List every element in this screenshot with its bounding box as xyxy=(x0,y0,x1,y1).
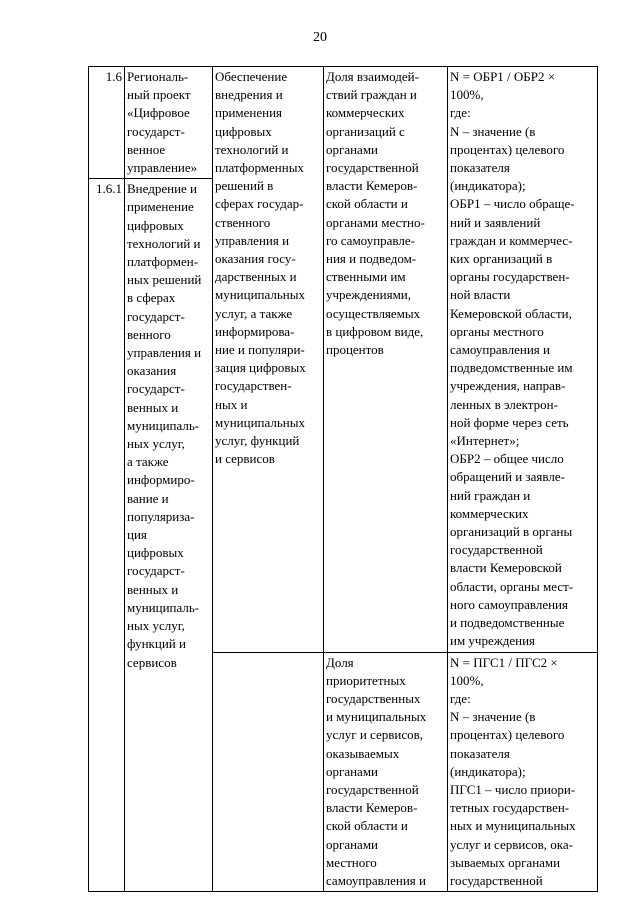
text-line: применение xyxy=(127,199,194,215)
text-line: приоритетных xyxy=(326,672,406,688)
text-line: N = ОБР1 / ОБР2 × xyxy=(450,69,556,84)
text-line: Региональ- xyxy=(127,69,189,84)
text-line: цифровых xyxy=(215,123,272,139)
text-line: самоуправления и xyxy=(450,342,550,358)
project-name-cell xyxy=(125,67,213,179)
text-line: 100%, xyxy=(450,87,484,103)
text-line: в цифровом виде, xyxy=(326,323,424,339)
text-line: ствий граждан и xyxy=(326,87,417,103)
row-number-1-6: 1.6 xyxy=(89,67,125,179)
text-line: технологий и xyxy=(215,141,289,157)
text-line: (индикатора); xyxy=(450,763,526,779)
text-line: самоуправления и xyxy=(326,872,426,888)
text-line: услуг, функций xyxy=(215,433,300,449)
text-line: функций и xyxy=(127,636,186,652)
text-line: ной форме через сеть xyxy=(450,414,569,430)
text-line: ция xyxy=(127,527,147,543)
text-line: ской области и xyxy=(326,818,408,834)
text-line: государст- xyxy=(127,123,185,139)
indicator-2-formula-cell xyxy=(448,652,598,892)
page-number: 20 xyxy=(313,30,327,45)
text-line: ПГС1 – число приори- xyxy=(450,781,576,797)
text-line: организаций в органы xyxy=(450,524,573,540)
text-line: N – значение (в xyxy=(450,123,536,139)
text-line: государст- xyxy=(127,308,185,324)
text-line: Внедрение и xyxy=(127,181,198,197)
text-line: коммерческих xyxy=(450,505,529,521)
text-line: учреждения, направ- xyxy=(450,378,566,394)
text-line: Доля взаимодей- xyxy=(326,69,419,84)
text-line: им учреждения xyxy=(450,633,536,649)
text-line: органами xyxy=(326,763,379,779)
indicator-2-name-cell xyxy=(324,652,448,892)
text-line: органы государствен- xyxy=(450,269,570,285)
text-line: и сервисов xyxy=(215,451,275,467)
text-line: муниципальных xyxy=(215,414,306,430)
text-line: «Интернет»; xyxy=(450,433,520,449)
text-line: государственной xyxy=(450,872,543,888)
text-line: тетных государствен- xyxy=(450,800,570,816)
text-line: оказываемых xyxy=(326,745,400,761)
text-line: цифровых xyxy=(127,545,184,561)
text-line: государственной xyxy=(326,160,419,176)
text-line: органы местного xyxy=(450,323,544,339)
text-line: власти Кемеров- xyxy=(326,800,418,816)
activity-cell xyxy=(213,67,324,653)
measure-name-cell xyxy=(125,179,213,892)
text-line: области, органы мест- xyxy=(450,578,574,594)
text-line: местного xyxy=(326,854,377,870)
text-line: ния и подведом- xyxy=(326,251,417,267)
text-line: N = ПГС1 / ПГС2 × xyxy=(450,654,558,670)
text-line: Обеспечение xyxy=(215,69,288,84)
text-line: ственными им xyxy=(326,269,406,285)
text-line: государственной xyxy=(326,781,419,797)
text-line: ных и xyxy=(215,396,248,412)
text-line: венных и xyxy=(127,581,179,597)
text-line: ОБР2 – общее число xyxy=(450,451,564,467)
text-line: государст- xyxy=(127,563,185,579)
text-line: зация цифровых xyxy=(215,360,306,376)
text-line: организаций с xyxy=(326,123,405,139)
text-line: венных и xyxy=(127,399,179,415)
text-line: ный проект xyxy=(127,87,191,103)
text-line: ных и муниципальных xyxy=(450,818,576,834)
text-line: ких организаций в xyxy=(450,251,553,267)
text-line: ного самоуправления xyxy=(450,596,568,612)
text-line: власти Кемеровской xyxy=(450,560,562,576)
text-line: венное xyxy=(127,141,166,157)
text-line: оказания xyxy=(127,363,177,379)
text-line: сервисов xyxy=(127,654,177,670)
text-line: где: xyxy=(450,105,471,121)
text-line: ленных в электрон- xyxy=(450,396,558,412)
text-line: 100%, xyxy=(450,672,484,688)
text-line: вание и xyxy=(127,490,169,506)
text-line: управления и xyxy=(127,345,202,361)
text-line: органами местно- xyxy=(326,214,425,230)
text-line: ний и заявлений xyxy=(450,214,541,230)
text-line: внедрения и xyxy=(215,87,283,103)
text-line: популяриза- xyxy=(127,508,195,524)
empty-activity-cell xyxy=(213,652,324,892)
text-line: дарственных и xyxy=(215,269,297,285)
text-line: государствен- xyxy=(215,378,292,394)
text-line: показателя xyxy=(450,160,510,176)
text-line: показателя xyxy=(450,745,510,761)
text-line: ской области и xyxy=(326,196,408,212)
text-line: (индикатора); xyxy=(450,178,526,194)
text-line: услуг, а также xyxy=(215,305,293,321)
text-line: услуг и сервисов, ока- xyxy=(450,836,573,852)
text-line: ных решений xyxy=(127,272,202,288)
text-line: зываемых органами xyxy=(450,854,561,870)
text-line: Доля xyxy=(326,654,354,670)
text-line: венного xyxy=(127,326,171,342)
text-line: информирова- xyxy=(215,323,295,339)
text-line: и подведомственные xyxy=(450,615,565,631)
indicator-1-name-cell xyxy=(324,67,448,653)
text-line: ОБР1 – число обраще- xyxy=(450,196,575,212)
text-line: коммерческих xyxy=(326,105,405,121)
text-line: власти Кемеров- xyxy=(326,178,418,194)
text-line: ных услуг, xyxy=(127,436,185,452)
text-line: оказания госу- xyxy=(215,251,296,267)
text-line: муниципальных xyxy=(215,287,306,303)
text-line: процентах) целевого xyxy=(450,141,565,157)
text-line: органами xyxy=(326,836,379,852)
text-line: муниципаль- xyxy=(127,417,200,433)
text-line: государственной xyxy=(450,542,543,558)
text-line: го самоуправле- xyxy=(326,232,415,248)
row-number-1-6-1: 1.6.1 xyxy=(89,179,125,892)
text-line: обращений и заявле- xyxy=(450,469,565,485)
text-line: N – значение (в xyxy=(450,709,536,725)
text-line: осуществляемых xyxy=(326,305,421,321)
text-line: услуг и сервисов, xyxy=(326,727,423,743)
indicator-1-formula-cell xyxy=(448,67,598,653)
text-line: решений в xyxy=(215,178,274,194)
text-line: муниципаль- xyxy=(127,599,200,615)
text-line: управления и xyxy=(215,232,290,248)
text-line: «Цифровое xyxy=(127,105,190,121)
text-line: в сферах xyxy=(127,290,176,306)
text-line: учреждениями, xyxy=(326,287,412,303)
text-line: информиро- xyxy=(127,472,195,488)
text-line: сферах государ- xyxy=(215,196,304,212)
text-line: ственного xyxy=(215,214,271,230)
text-line: управление» xyxy=(127,160,198,176)
text-line: технологий и xyxy=(127,235,201,251)
text-line: применения xyxy=(215,105,283,121)
text-line: процентов xyxy=(326,342,384,358)
text-line: платформен- xyxy=(127,254,199,270)
text-line: государственных xyxy=(326,690,421,706)
text-line: ной власти xyxy=(450,287,511,303)
text-line: ний граждан и xyxy=(450,487,531,503)
text-line: цифровых xyxy=(127,217,184,233)
text-line: государст- xyxy=(127,381,185,397)
text-line: ных услуг, xyxy=(127,618,185,634)
text-line: платформенных xyxy=(215,160,304,176)
text-line: где: xyxy=(450,690,471,706)
indicators-table xyxy=(88,66,598,892)
text-line: подведомственные им xyxy=(450,360,573,376)
text-line: ние и популяри- xyxy=(215,342,305,358)
text-line: граждан и коммерчес- xyxy=(450,232,573,248)
text-line: Кемеровской области, xyxy=(450,305,572,321)
text-line: а также xyxy=(127,454,169,470)
text-line: и муниципальных xyxy=(326,709,427,725)
text-line: органами xyxy=(326,141,379,157)
text-line: процентах) целевого xyxy=(450,727,565,743)
